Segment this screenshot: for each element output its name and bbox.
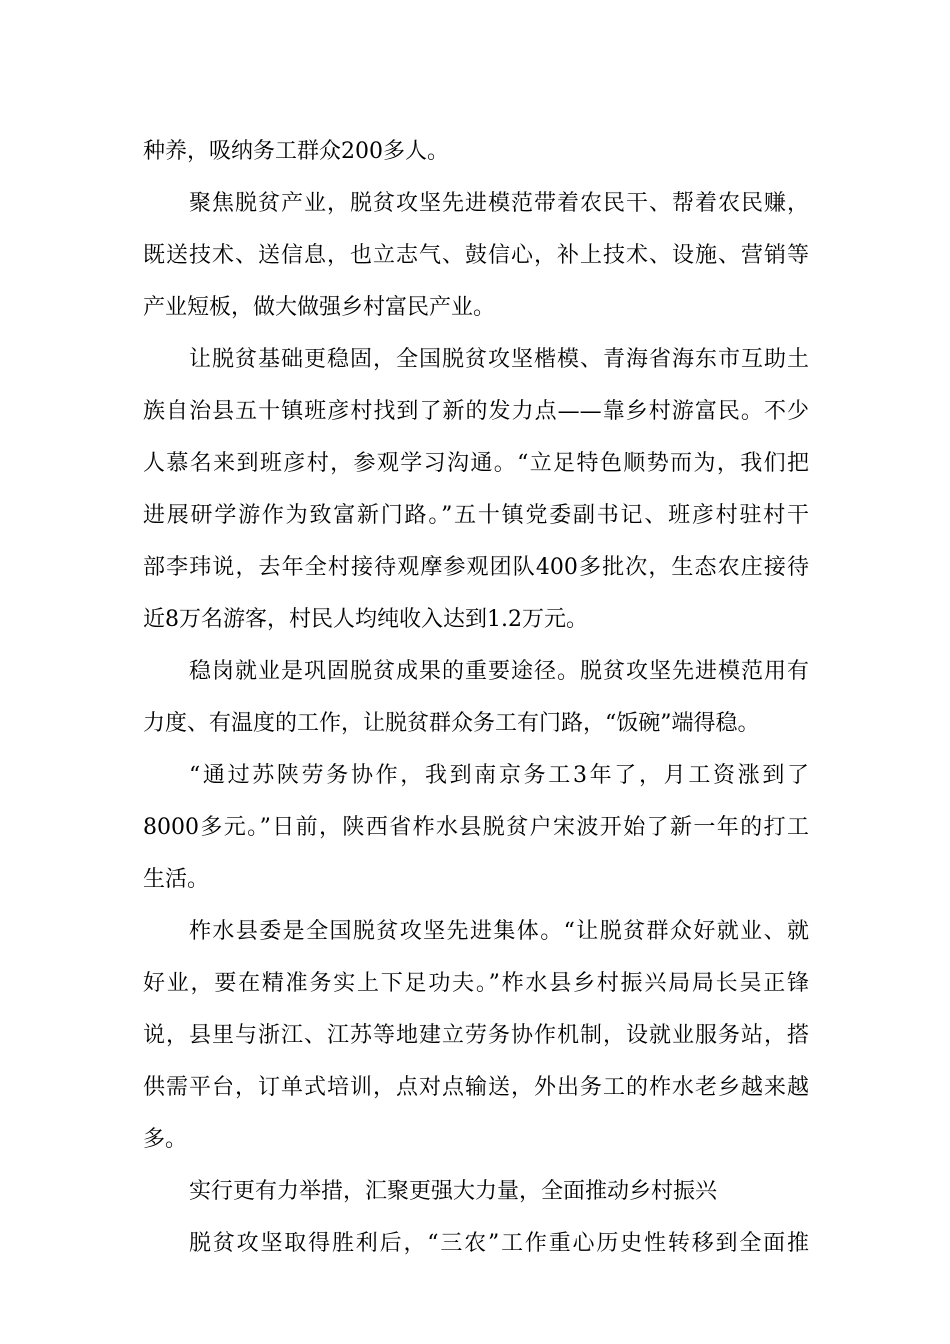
text-line: 8000多元。”日前，陕西省柞水县脱贫户宋波开始了新一年的打工 (143, 815, 809, 840)
text-line: 既送技术、送信息，也立志气、鼓信心，补上技术、设施、营销等 (143, 243, 809, 268)
text-line: 供需平台，订单式培训，点对点输送，外出务工的柞水老乡越来越 (143, 1075, 809, 1100)
text-line: 族自治县五十镇班彦村找到了新的发力点——靠乡村游富民。不少 (143, 399, 809, 424)
text-line: 多。 (143, 1127, 188, 1152)
paragraph-start-line: 脱贫攻坚取得胜利后，“三农”工作重心历史性转移到全面推 (189, 1231, 809, 1256)
text-line: 人慕名来到班彦村，参观学习沟通。“立足特色顺势而为，我们把 (143, 451, 809, 476)
text-line: 近8万名游客，村民人均纯收入达到1.2万元。 (143, 607, 588, 632)
text-line: 种养，吸纳务工群众200多人。 (143, 139, 449, 164)
article-body (143, 126, 809, 1270)
paragraph-start-line: “通过苏陕劳务协作，我到南京务工3年了，月工资涨到了 (189, 763, 809, 788)
text-line: 生活。 (143, 867, 210, 892)
text-line: 力度、有温度的工作，让脱贫群众务工有门路，“饭碗”端得稳。 (143, 711, 760, 736)
section-heading: 实行更有力举措，汇聚更强大力量，全面推动乡村振兴 (189, 1179, 718, 1204)
paragraph-start-line: 聚焦脱贫产业，脱贫攻坚先进模范带着农民干、帮着农民赚， (189, 191, 809, 216)
text-line: 部李玮说，去年全村接待观摩参观团队400多批次，生态农庄接待 (143, 555, 809, 580)
paragraph-start-line: 柞水县委是全国脱贫攻坚先进集体。“让脱贫群众好就业、就 (189, 919, 809, 944)
paragraph-start-line: 稳岗就业是巩固脱贫成果的重要途径。脱贫攻坚先进模范用有 (189, 659, 809, 684)
paragraph-start-line: 让脱贫基础更稳固，全国脱贫攻坚楷模、青海省海东市互助土 (189, 347, 809, 372)
text-line: 好业，要在精准务实上下足功夫。”柞水县乡村振兴局局长吴正锋 (143, 971, 809, 996)
text-line: 说，县里与浙江、江苏等地建立劳务协作机制，设就业服务站，搭 (143, 1023, 809, 1048)
text-line: 进展研学游作为致富新门路。”五十镇党委副书记、班彦村驻村干 (143, 503, 809, 528)
text-line: 产业短板，做大做强乡村富民产业。 (143, 295, 496, 320)
